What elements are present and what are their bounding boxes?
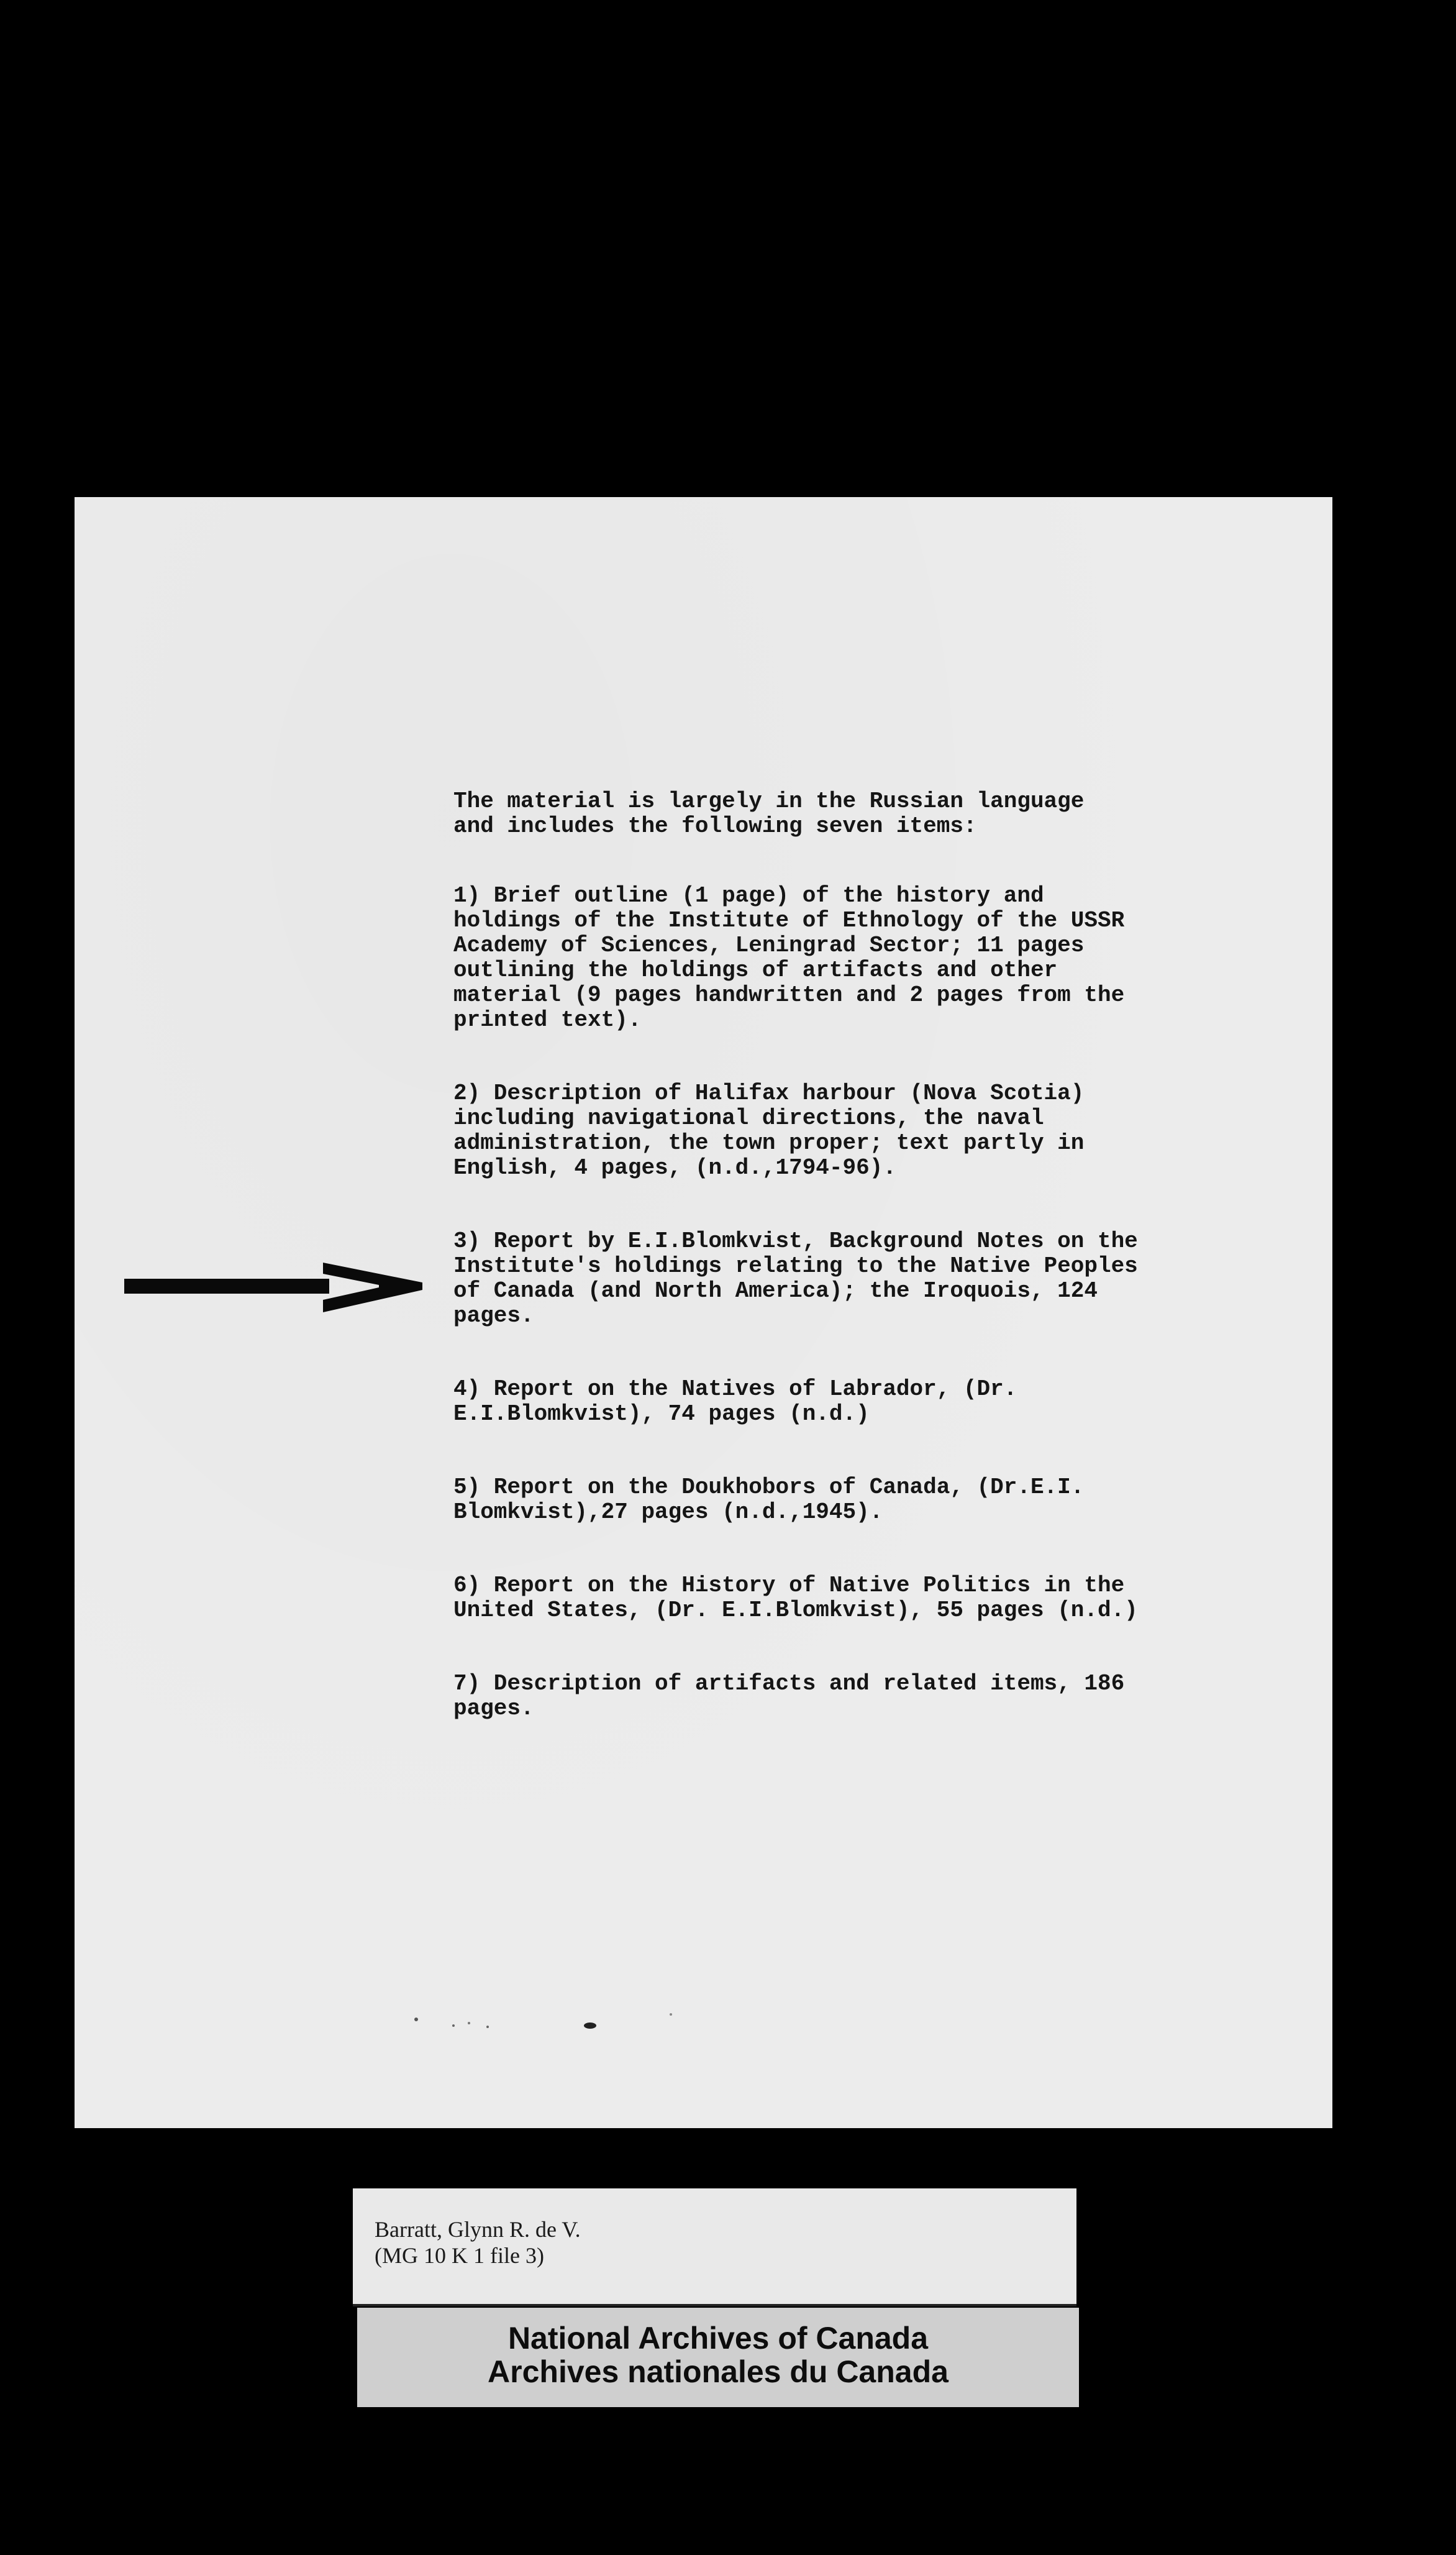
archives-name-french: Archives nationales du Canada [488, 2354, 949, 2389]
list-item-2: 2) Description of Halifax harbour (Nova Scotia) including navigational directions, the naval administration, the town proper; text partly in English, 4 pages, (n.d.,1794-96). [453, 1081, 1085, 1181]
label-divider [353, 2304, 1076, 2306]
intro-paragraph: The material is largely in the Russian language and includes the following seven items: [453, 788, 1085, 839]
file-label [353, 2188, 1076, 2306]
paper-specks [323, 2001, 696, 2038]
list-item-1: 1) Brief outline (1 page) of the history and holdings of the Institute of Ethnology of the USSR Academy of Sciences, Leningrad Sector; 11 pages outlining the holdings of artifacts and other material (9 pages handwritten and 2 pages from the printed text). [453, 883, 1125, 1033]
document-text [453, 789, 1273, 1770]
list-item-3: 3) Report by E.I.Blomkvist, Background Notes on the Institute's holdings relating to the Native Peoples of Canada (and North America); the Iroquois, 124 pages. [453, 1228, 1138, 1328]
archives-stamp [357, 2308, 1079, 2407]
document-page [75, 497, 1332, 2128]
list-item-6: 6) Report on the History of Native Politics in the United States, (Dr. E.I.Blomkvist), 55 pages (n.d.) [453, 1573, 1138, 1623]
file-label-text: Barratt, Glynn R. de V. (MG 10 K 1 file 3) [375, 2217, 581, 2268]
archives-stamp-text [357, 2321, 1079, 2388]
right-arrow-icon [118, 1255, 429, 1317]
list-item-7: 7) Description of artifacts and related items, 186 pages. [453, 1671, 1125, 1721]
list-item-5: 5) Report on the Doukhobors of Canada, (Dr.E.I. Blomkvist),27 pages (n.d.,1945). [453, 1474, 1085, 1525]
archives-name-english: National Archives of Canada [507, 2321, 929, 2356]
list-item-4: 4) Report on the Natives of Labrador, (Dr. E.I.Blomkvist), 74 pages (n.d.) [453, 1376, 1017, 1427]
